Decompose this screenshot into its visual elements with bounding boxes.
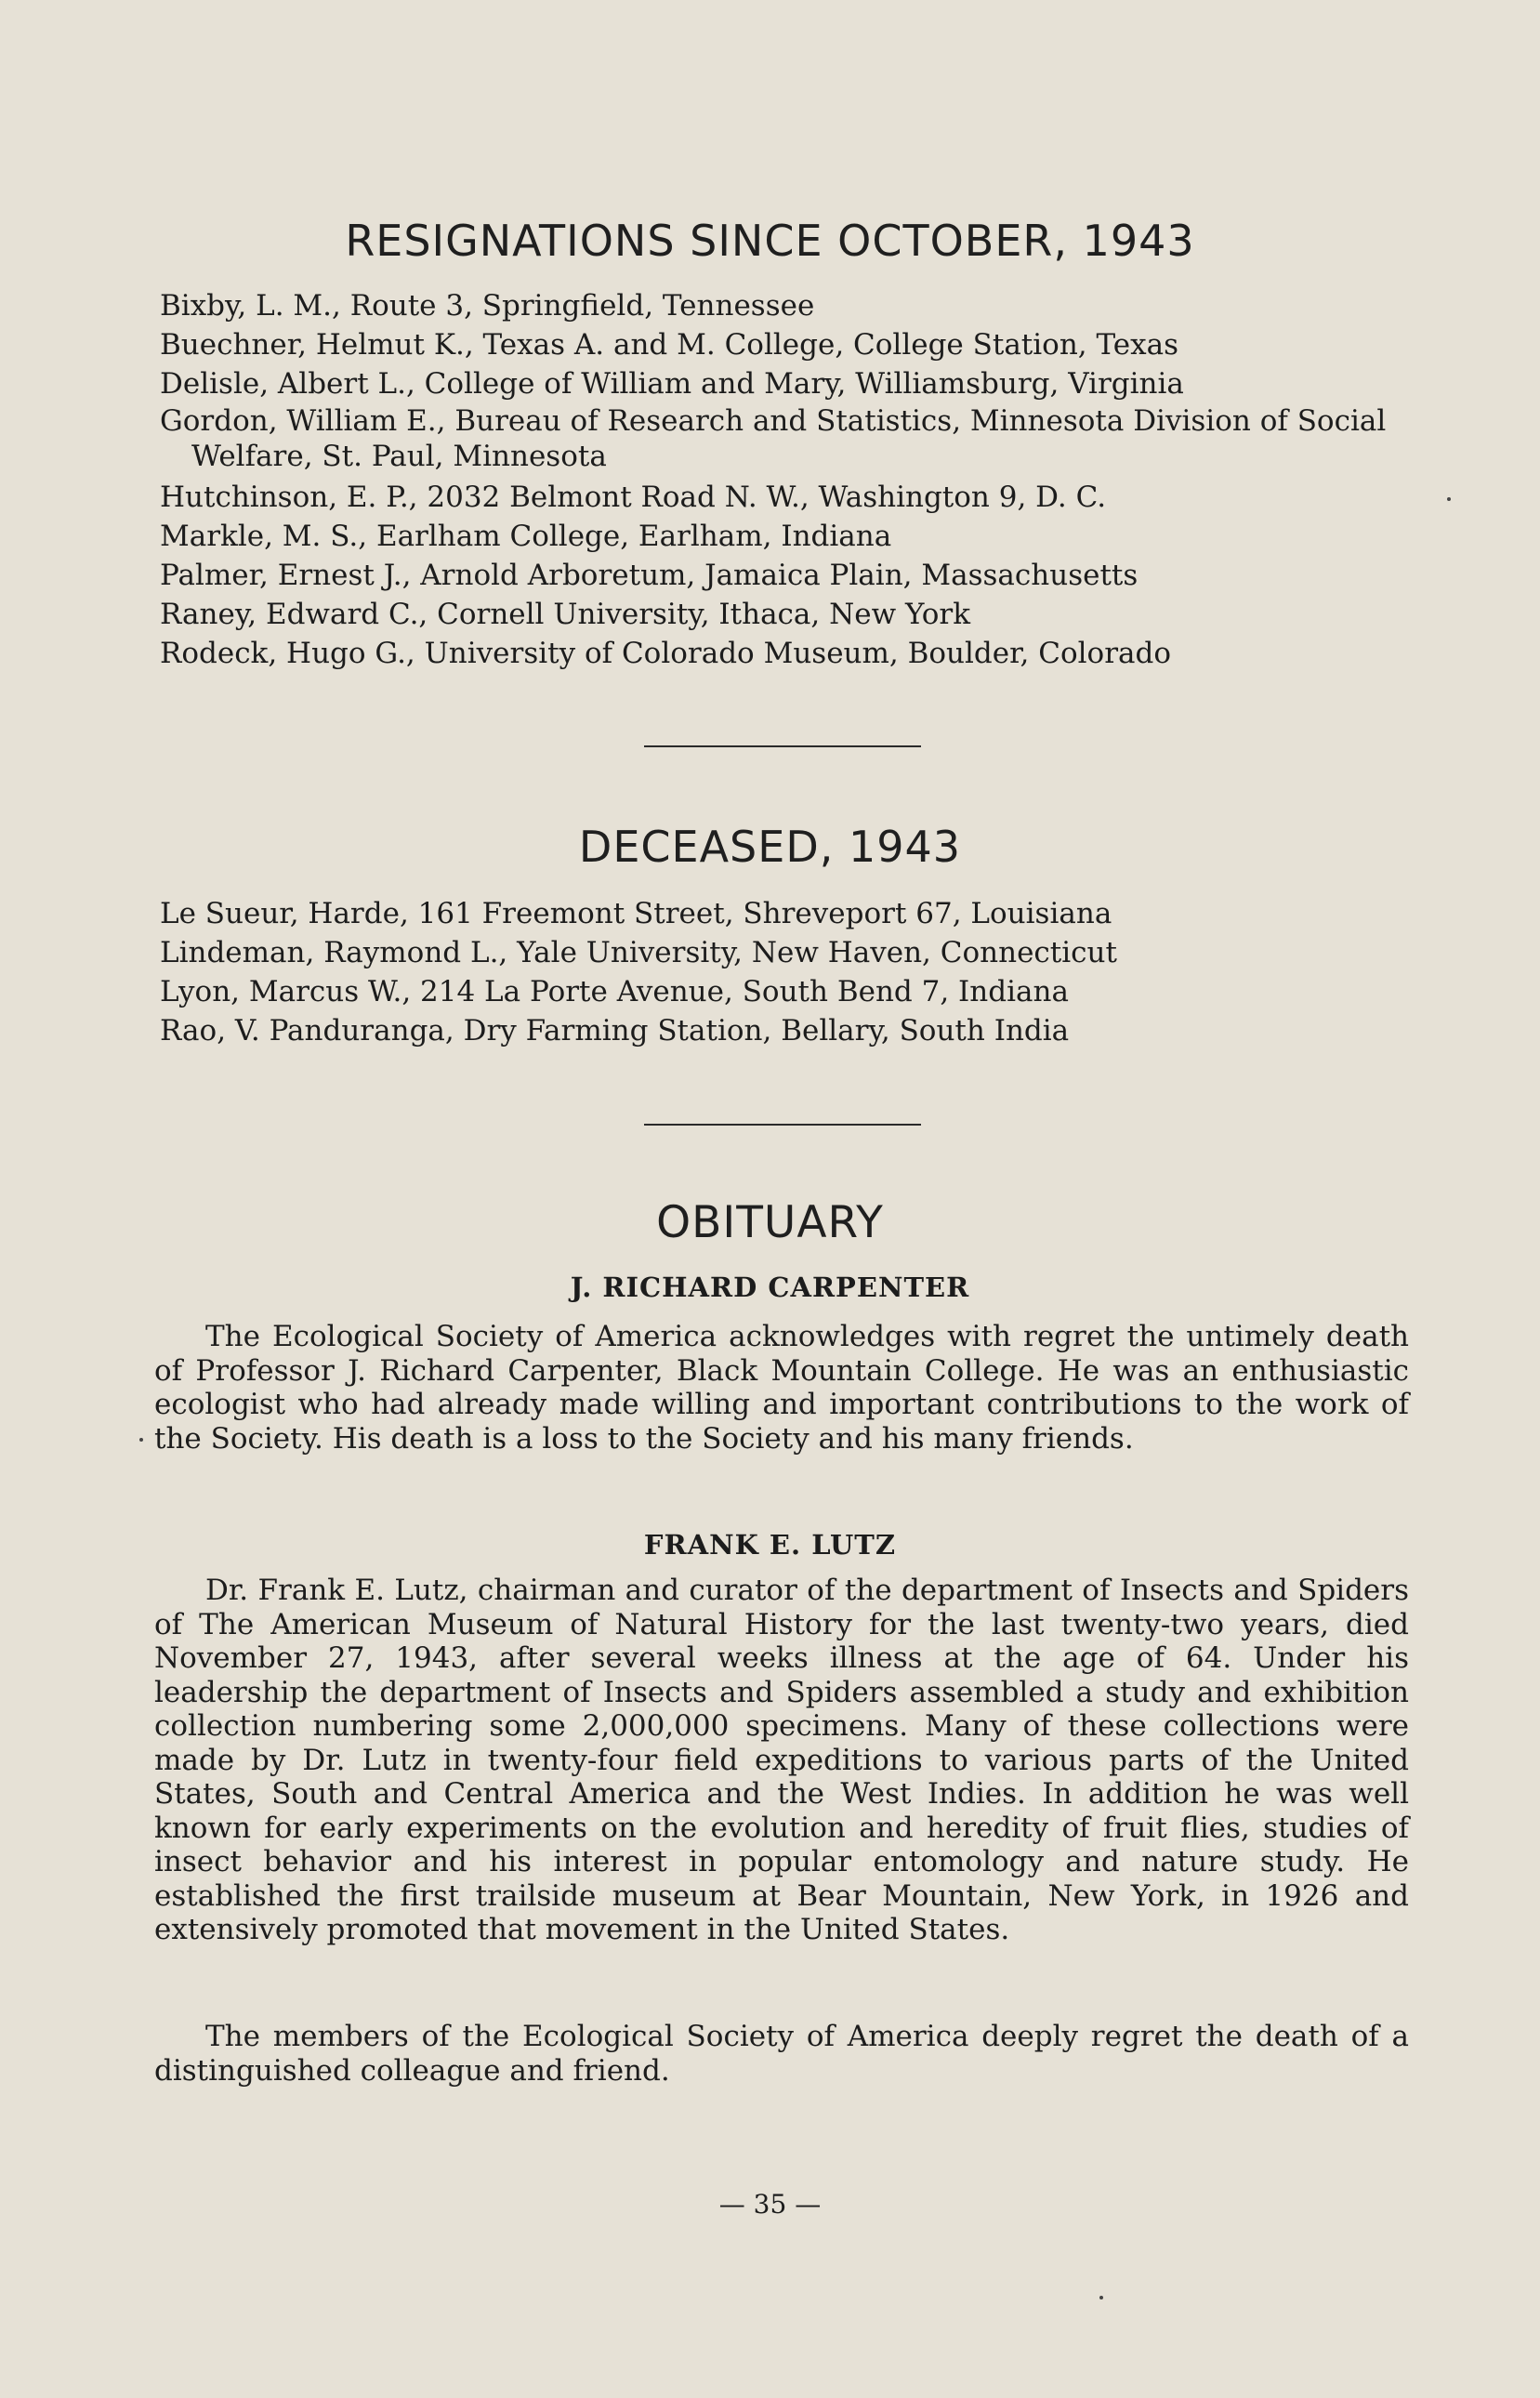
obituary-heading: OBITUARY — [656, 1197, 884, 1248]
list-item: Rao, V. Panduranga, Dry Farming Station, Bellary, South India — [160, 1014, 1070, 1047]
list-item: Lyon, Marcus W., 214 La Porte Avenue, South Bend 7, Indiana — [160, 975, 1069, 1008]
obituary-text-lutz-2: The members of the Ecological Society of America deeply regret the death of a distinguished colleague and friend. — [154, 2020, 1409, 2088]
list-item: Rodeck, Hugo G., University of Colorado Museum, Boulder, Colorado — [160, 637, 1172, 670]
deceased-list — [160, 894, 1424, 1050]
obituary-text-carpenter: The Ecological Society of America acknowledges with regret the untimely death of Professor J. Richard Carpenter, Black Mountain College. He was an enthusiastic ecologist who had already made willing and important contributions to the work of the Society. His death is a loss to the Society and his many friends. — [154, 1320, 1409, 1456]
list-item: Palmer, Ernest J., Arnold Arboretum, Jamaica Plain, Massachusetts — [160, 559, 1139, 592]
deceased-heading: DECEASED, 1943 — [578, 822, 962, 872]
resignations-heading: RESIGNATIONS SINCE OCTOBER, 1943 — [345, 216, 1195, 266]
list-item: Le Sueur, Harde, 161 Freemont Street, Shreveport 67, Louisiana — [160, 897, 1112, 930]
section-divider — [644, 745, 921, 747]
list-item: Bixby, L. M., Route 3, Springfield, Tennessee — [160, 289, 815, 323]
paper-speck — [1099, 2296, 1103, 2299]
list-item: Raney, Edward C., Cornell University, Ithaca, New York — [160, 598, 970, 631]
list-item: Gordon, William E., Bureau of Research and Statistics, Minnesota Division of Social Welfare, St. Paul, Minnesota — [160, 404, 1387, 473]
obituary-name-carpenter: J. RICHARD CARPENTER — [570, 1271, 970, 1303]
list-item: Buechner, Helmut K., Texas A. and M. College, College Station, Texas — [160, 328, 1179, 362]
list-item: Hutchinson, E. P., 2032 Belmont Road N. W., Washington 9, D. C. — [160, 481, 1107, 514]
page-number: — 35 — — [718, 2189, 822, 2220]
resignations-list — [160, 286, 1424, 673]
paper-speck — [139, 1438, 143, 1442]
obituary-text-lutz-1: Dr. Frank E. Lutz, chairman and curator of the department of Insects and Spiders of The American Museum of Natural History for the last twenty-two years, died November 27, 1943, after several weeks illness at the age of 64. Under his leadership the department of Insects and Spiders assembled a study and exhibition collection numbering some 2,000,000 specimens. Many of these collections were made by Dr. Lutz in twenty-four field expeditions to various parts of the United States, South and Central America and the West Indies. In addition he was well known for early experiments on the evolution and heredity of fruit flies, studies of insect behavior and his interest in popular entomology and nature study. He established the first trailside museum at Bear Mountain, New York, in 1926 and extensively promoted that movement in the United States. — [154, 1574, 1409, 1946]
section-divider — [644, 1124, 921, 1126]
paper-speck — [1447, 497, 1451, 501]
list-item: Markle, M. S., Earlham College, Earlham, Indiana — [160, 520, 892, 553]
list-item: Lindeman, Raymond L., Yale University, New Haven, Connecticut — [160, 936, 1117, 969]
list-item: Delisle, Albert L., College of William and Mary, Williamsburg, Virginia — [160, 367, 1184, 401]
obituary-name-lutz: FRANK E. LUTZ — [643, 1529, 897, 1561]
